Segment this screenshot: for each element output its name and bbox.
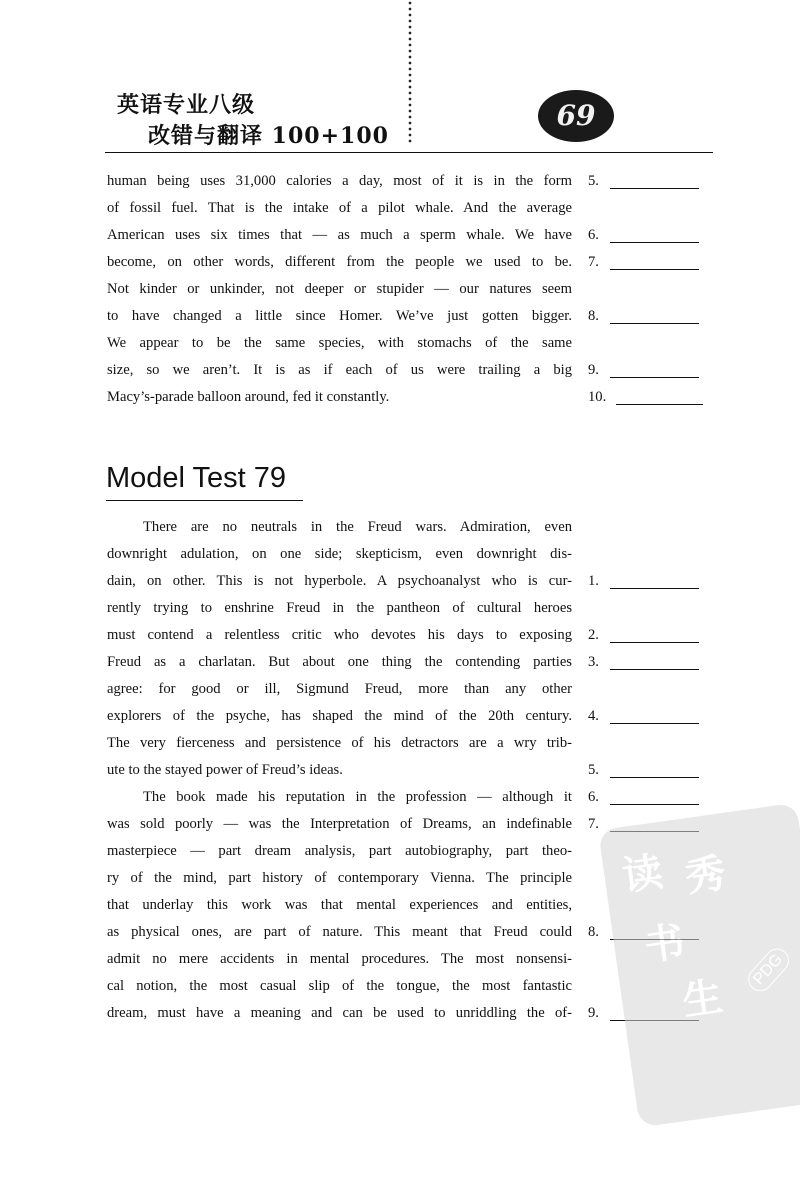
watermark-label: PDG [743, 944, 793, 996]
answer-row [588, 249, 703, 276]
model-test-passage [107, 514, 572, 1027]
passage-line: as physical ones, are part of nature. This meant that Freud could [107, 924, 572, 940]
answer-row [588, 703, 703, 730]
passage-line: that underlay this work was that mental experiences and entities, [107, 897, 572, 913]
passage-line: masterpiece — part dream analysis, part autobiography, part theo- [107, 843, 572, 859]
answer-row-empty [588, 541, 703, 568]
answer-row-empty [588, 330, 703, 357]
passage-line: become, on other words, different from the people we used to be. [107, 254, 572, 270]
answer-row [588, 303, 703, 330]
book-title-line2: 改错与翻译 100+100 [148, 123, 389, 149]
previous-answer-column [588, 168, 703, 411]
passage-line: Not kinder or unkinder, not deeper or stupider — our natures seem [107, 281, 572, 297]
answer-row-empty [588, 730, 703, 757]
answer-row [588, 757, 703, 784]
passage-line: cal notion, the most casual slip of the tongue, the most fantastic [107, 978, 572, 994]
answer-blank[interactable]: 3. [588, 649, 703, 676]
answer-blank[interactable]: 4. [588, 703, 703, 730]
answer-blank[interactable]: 6. [588, 222, 703, 249]
watermark-seal [598, 803, 800, 1128]
answer-blank[interactable]: 9. [588, 1000, 703, 1027]
answer-blank[interactable]: 1. [588, 568, 703, 595]
answer-row-empty [588, 195, 703, 222]
page-number: 69 [556, 99, 596, 132]
passage-line: human being uses 31,000 calories a day, most of it is in the form [107, 173, 572, 189]
page-number-badge [538, 90, 614, 142]
watermark-char: 书 [641, 917, 688, 970]
answer-row [588, 222, 703, 249]
previous-passage [107, 168, 572, 411]
passage-line: The very fierceness and persistence of his detractors are a wry trib- [107, 735, 572, 751]
passage-line: to have changed a little since Homer. We’ve just gotten bigger. [107, 308, 572, 324]
passage-line: must contend a relentless critic who devotes his days to exposing [107, 627, 572, 643]
passage-line: Freud as a charlatan. But about one thing the contending parties [107, 654, 572, 670]
passage-line: rently trying to enshrine Freud in the pantheon of cultural heroes [107, 600, 572, 616]
answer-row-empty [588, 276, 703, 303]
watermark-char: 读 [619, 848, 666, 901]
answer-row [588, 168, 703, 195]
passage-line: Macy’s-parade balloon around, fed it constantly. [107, 389, 390, 405]
passage-line: size, so we aren’t. It is as if each of us were trailing a big [107, 362, 572, 378]
answer-row [588, 649, 703, 676]
watermark-char: 生 [679, 972, 726, 1026]
answer-blank[interactable]: 6. [588, 784, 703, 811]
answer-blank[interactable]: 8. [588, 919, 703, 946]
answer-row [588, 568, 703, 595]
answer-row-empty [588, 595, 703, 622]
passage-line: ry of the mind, part history of contemporary Vienna. The principle [107, 870, 572, 886]
book-title-line1: 英语专业八级 [117, 92, 256, 118]
passage-line: dream, must have a meaning and can be used to unriddling the of- [107, 1005, 572, 1021]
answer-blank[interactable]: 5. [588, 168, 703, 195]
header-rule [105, 152, 713, 153]
section-title: Model Test 79 [106, 462, 287, 494]
passage-line: The book made his reputation in the profession — although it [143, 789, 572, 805]
answer-row-empty [588, 676, 703, 703]
answer-row [588, 384, 703, 411]
watermark-char: 秀 [682, 849, 729, 902]
answer-blank[interactable]: 5. [588, 757, 703, 784]
passage-line: There are no neutrals in the Freud wars. Admiration, even [143, 519, 572, 535]
passage-line: We appear to be the same species, with stomachs of the same [107, 335, 572, 351]
passage-line: ute to the stayed power of Freud’s ideas. [107, 762, 343, 778]
answer-row [588, 622, 703, 649]
answer-blank[interactable]: 7. [588, 811, 703, 838]
passage-line: downright adulation, on one side; skepticism, even downright dis- [107, 546, 572, 562]
passage-line: explorers of the psyche, has shaped the mind of the 20th century. [107, 708, 572, 724]
passage-line: dain, on other. This is not hyperbole. A psychoanalyst who is cur- [107, 573, 572, 589]
answer-blank[interactable]: 8. [588, 303, 703, 330]
answer-row [588, 357, 703, 384]
passage-line: admit no mere accidents in mental procedures. The most nonsensi- [107, 951, 572, 967]
answer-blank[interactable]: 7. [588, 249, 703, 276]
answer-blank[interactable]: 10. [588, 384, 703, 411]
dotted-divider [408, 0, 412, 145]
answer-blank[interactable]: 2. [588, 622, 703, 649]
answer-blank[interactable]: 9. [588, 357, 703, 384]
passage-line: was sold poorly — was the Interpretation of Dreams, an indefinable [107, 816, 572, 832]
passage-line: agree: for good or ill, Sigmund Freud, more than any other [107, 681, 572, 697]
answer-row [588, 784, 703, 811]
answer-row-empty [588, 514, 703, 541]
passage-line: American uses six times that — as much a sperm whale. We have [107, 227, 572, 243]
passage-line: of fossil fuel. That is the intake of a pilot whale. And the average [107, 200, 572, 216]
section-title-underline [106, 500, 303, 501]
